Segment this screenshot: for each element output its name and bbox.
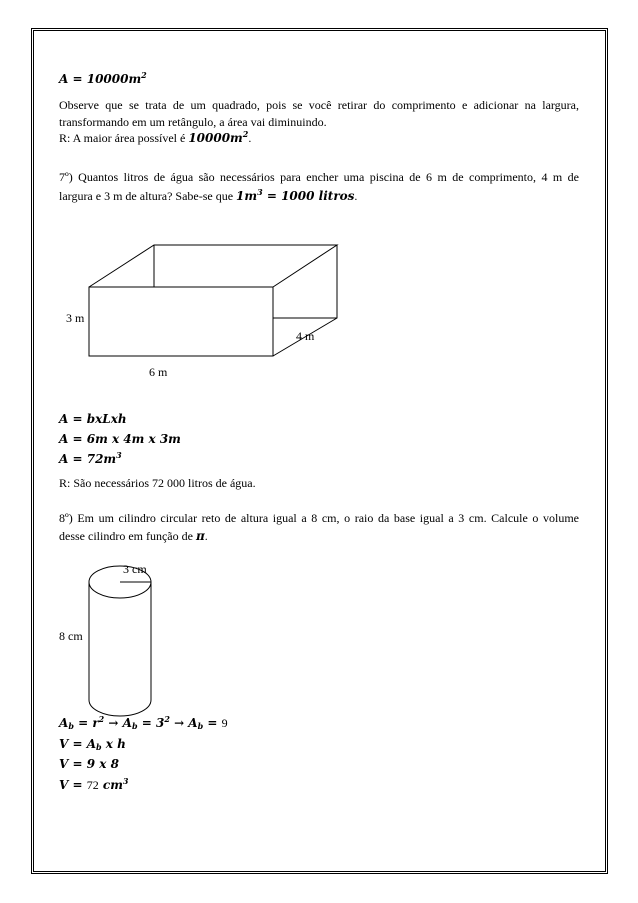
calc7-line-3: $A = 72m^3$ — [59, 450, 122, 466]
calc8-line-2: $V = A_b$ x h — [59, 737, 126, 752]
q8-line-1: 8º) Em um cilindro circular reto de altura igual a 8 cm, o raio da base igual a 3 cm. Calcule o volume — [59, 511, 579, 525]
calc7-line-1: A = bxLxh — [59, 412, 127, 426]
cylinder-radius-label: 3 cm — [123, 562, 147, 576]
obs-line-1: Observe que se trata de um quadrado, pois se você retirar do comprimento e adicionar na largura, — [59, 98, 579, 112]
cylinder-height-label: 8 cm — [59, 629, 83, 643]
q7-line-2: largura e 3 m de altura? Sabe-se que $1m^3 = 1000$ litros. — [59, 187, 358, 203]
calc8-line-3: V = 9 x 8 — [59, 757, 119, 771]
obs-line-2: transformando em um retângulo, a área vai diminuindo. — [59, 115, 327, 129]
box-height-label: 3 m — [66, 311, 85, 325]
formula-area-max: $A = 10000m^2$ — [59, 70, 147, 86]
calc7-answer: R: São necessários 72 000 litros de água. — [59, 476, 256, 490]
calc8-line-1: $A_b = r^2 \to A_b = 3^2 \to A_b = 9$ — [59, 714, 228, 731]
q8-line-2: desse cilindro em função de π. — [59, 529, 208, 543]
box-width-label: 4 m — [296, 329, 315, 343]
calc8-line-4: V = 72 $cm^3$ — [59, 776, 129, 792]
obs-answer: R: A maior área possível é $10000m^2$. — [59, 129, 252, 145]
box-length-label: 6 m — [149, 365, 168, 379]
q7-line-1: 7º) Quantos litros de água são necessários para encher uma piscina de 6 m de comprimento, 4 m de — [59, 170, 579, 184]
calc7-line-2: A = 6m x 4m x 3m — [59, 432, 181, 446]
